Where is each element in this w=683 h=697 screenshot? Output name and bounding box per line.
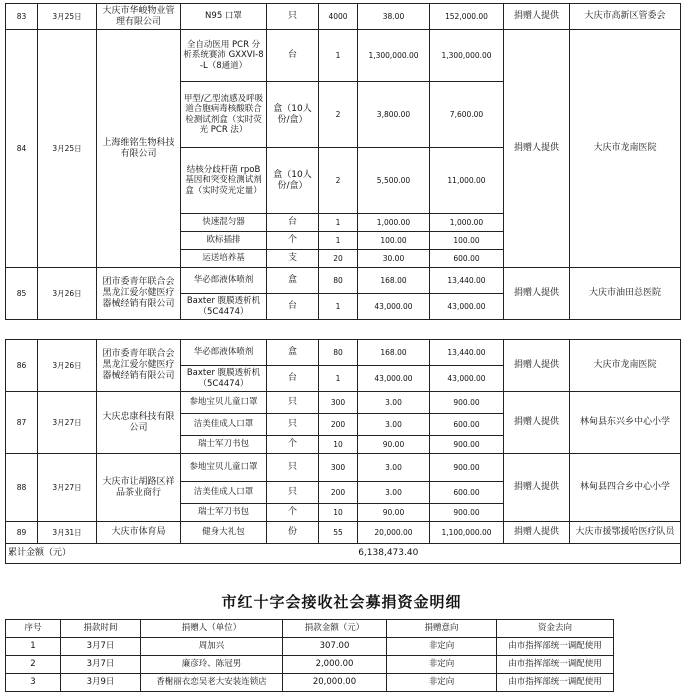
total-label: 累计金额（元） [6, 544, 97, 564]
item-unit-price: 43,000.00 [358, 366, 430, 392]
item-unit-price: 30.00 [358, 250, 430, 268]
item-name: 全自动医用 PCR 分析系统赛沛 GXXVI-8-L（8通道） [181, 30, 267, 82]
column-header: 序号 [6, 620, 61, 638]
cash-section-title: 市红十字会接收社会募捐资金明细 [221, 593, 462, 611]
donor-name: 大庆市华峻物业管理有限公司 [97, 4, 181, 30]
destination: 大庆市龙南医院 [570, 340, 681, 392]
donation-table-top [5, 3, 681, 320]
item-amount: 7,600.00 [430, 82, 504, 148]
donor-name: 上海维铭生物科技有限公司 [97, 30, 181, 268]
entry-number: 89 [6, 522, 38, 544]
item-unit-price: 20,000.00 [358, 522, 430, 544]
donor-name: 大庆市体育局 [97, 522, 181, 544]
cash-cell: 3 [6, 674, 61, 692]
item-unit: 只 [267, 454, 319, 482]
item-name: 洁美佳成人口罩 [181, 414, 267, 436]
item-quantity: 2 [319, 82, 358, 148]
column-header: 捐赠人（单位） [141, 620, 283, 638]
cash-cell: 由市指挥部统一调配使用 [497, 638, 614, 656]
item-name: Baxter 腹膜透析机（5C4474） [181, 366, 267, 392]
item-unit: 台 [267, 30, 319, 82]
cash-row [6, 638, 614, 656]
item-quantity: 300 [319, 454, 358, 482]
item-name: N95 口罩 [181, 4, 267, 30]
total-row [6, 544, 681, 564]
cash-cell: 307.00 [283, 638, 387, 656]
item-amount: 1,000.00 [430, 214, 504, 232]
destination: 大庆市援鄂援哈医疗队员 [570, 522, 681, 544]
item-unit-price: 90.00 [358, 436, 430, 454]
item-unit: 只 [267, 482, 319, 504]
item-unit: 个 [267, 232, 319, 250]
entry-number: 88 [6, 454, 38, 522]
item-unit: 只 [267, 4, 319, 30]
item-quantity: 200 [319, 482, 358, 504]
item-unit-price: 3.00 [358, 392, 430, 414]
item-amount: 900.00 [430, 436, 504, 454]
entry-date: 3月26日 [38, 340, 97, 392]
item-amount: 43,000.00 [430, 294, 504, 320]
item-amount: 13,440.00 [430, 268, 504, 294]
item-amount: 1,300,000.00 [430, 30, 504, 82]
delivery-method: 捐赠人提供 [504, 340, 570, 392]
item-quantity: 1 [319, 366, 358, 392]
item-amount: 900.00 [430, 504, 504, 522]
item-name: 结核分歧杆菌 rpoB 基因和突变检测试剂盒（实时荧光定量） [181, 148, 267, 214]
item-name: 华必郎液体喷剂 [181, 268, 267, 294]
item-unit: 盒（10人份/盒） [267, 82, 319, 148]
entry-number: 86 [6, 340, 38, 392]
item-unit-price: 3,800.00 [358, 82, 430, 148]
item-quantity: 2 [319, 148, 358, 214]
item-quantity: 80 [319, 340, 358, 366]
item-name: 参地宝贝儿童口罩 [181, 392, 267, 414]
cash-donation-table [5, 619, 614, 692]
item-quantity: 1 [319, 294, 358, 320]
donation-row [6, 268, 681, 294]
cash-cell: 2 [6, 656, 61, 674]
cash-cell: 非定向 [387, 674, 497, 692]
item-unit-price: 3.00 [358, 482, 430, 504]
donation-row [6, 392, 681, 414]
item-amount: 900.00 [430, 392, 504, 414]
item-amount: 600.00 [430, 482, 504, 504]
column-header: 捐款金额（元） [283, 620, 387, 638]
cash-cell: 3月9日 [61, 674, 141, 692]
cash-cell: 3月7日 [61, 656, 141, 674]
cash-cell: 3月7日 [61, 638, 141, 656]
item-name: 运送培养基 [181, 250, 267, 268]
item-quantity: 80 [319, 268, 358, 294]
item-quantity: 4000 [319, 4, 358, 30]
item-name: Baxter 腹膜透析机（5C4474） [181, 294, 267, 320]
entry-date: 3月25日 [38, 30, 97, 268]
item-unit: 盒 [267, 340, 319, 366]
donation-row [6, 340, 681, 366]
cash-cell: 香榭丽衣恋吴老大安装连锁店 [141, 674, 283, 692]
entry-number: 87 [6, 392, 38, 454]
item-unit: 台 [267, 214, 319, 232]
item-unit: 个 [267, 504, 319, 522]
item-unit: 盒 [267, 268, 319, 294]
item-name: 瑞士军刀书包 [181, 504, 267, 522]
item-quantity: 300 [319, 392, 358, 414]
donation-row [6, 522, 681, 544]
destination: 大庆市油田总医院 [570, 268, 681, 320]
item-name: 参地宝贝儿童口罩 [181, 454, 267, 482]
entry-number: 83 [6, 4, 38, 30]
cash-cell: 非定向 [387, 656, 497, 674]
item-unit-price: 43,000.00 [358, 294, 430, 320]
item-amount: 900.00 [430, 454, 504, 482]
item-quantity: 55 [319, 522, 358, 544]
item-unit: 台 [267, 366, 319, 392]
cash-row [6, 674, 614, 692]
item-name: 华必郎液体喷剂 [181, 340, 267, 366]
item-unit: 个 [267, 436, 319, 454]
entry-date: 3月27日 [38, 392, 97, 454]
cash-cell: 周加兴 [141, 638, 283, 656]
destination: 大庆市龙南医院 [570, 30, 681, 268]
item-name: 甲型/乙型流感及呼吸道合胞病毒核酸联合检测试剂盒（实时荧光 PCR 法） [181, 82, 267, 148]
column-header: 捐赠意向 [387, 620, 497, 638]
item-unit-price: 90.00 [358, 504, 430, 522]
item-unit: 份 [267, 522, 319, 544]
cash-header-row [6, 620, 614, 638]
item-quantity: 20 [319, 250, 358, 268]
item-amount: 152,000.00 [430, 4, 504, 30]
donation-table-bottom [5, 339, 681, 564]
donation-row [6, 4, 681, 30]
donation-row [6, 30, 681, 82]
destination: 林甸县四合乡中心小学 [570, 454, 681, 522]
cash-cell: 非定向 [387, 638, 497, 656]
entry-date: 3月25日 [38, 4, 97, 30]
delivery-method: 捐赠人提供 [504, 522, 570, 544]
item-amount: 1,100,000.00 [430, 522, 504, 544]
item-amount: 11,000.00 [430, 148, 504, 214]
item-unit-price: 3.00 [358, 454, 430, 482]
entry-date: 3月26日 [38, 268, 97, 320]
item-amount: 600.00 [430, 250, 504, 268]
delivery-method: 捐赠人提供 [504, 30, 570, 268]
column-header: 捐款时间 [61, 620, 141, 638]
item-unit-price: 168.00 [358, 340, 430, 366]
item-unit-price: 5,500.00 [358, 148, 430, 214]
cash-cell: 由市指挥部统一调配使用 [497, 656, 614, 674]
cash-cell: 20,000.00 [283, 674, 387, 692]
donation-row [6, 454, 681, 482]
donor-name: 团市委青年联合会 黑龙江爱尔健医疗器械经销有限公司 [97, 340, 181, 392]
item-amount: 13,440.00 [430, 340, 504, 366]
delivery-method: 捐赠人提供 [504, 454, 570, 522]
item-name: 快速混匀器 [181, 214, 267, 232]
item-name: 瑞士军刀书包 [181, 436, 267, 454]
item-unit: 只 [267, 392, 319, 414]
item-unit-price: 168.00 [358, 268, 430, 294]
delivery-method: 捐赠人提供 [504, 268, 570, 320]
entry-date: 3月31日 [38, 522, 97, 544]
item-quantity: 1 [319, 30, 358, 82]
item-name: 洁美佳成人口罩 [181, 482, 267, 504]
entry-date: 3月27日 [38, 454, 97, 522]
item-unit: 盒（10人份/盒） [267, 148, 319, 214]
item-unit: 只 [267, 414, 319, 436]
delivery-method: 捐赠人提供 [504, 392, 570, 454]
item-quantity: 10 [319, 504, 358, 522]
column-header: 资金去向 [497, 620, 614, 638]
total-value: 6,138,473.40 [97, 544, 681, 564]
cash-cell: 2,000.00 [283, 656, 387, 674]
cash-row [6, 656, 614, 674]
entry-number: 85 [6, 268, 38, 320]
item-amount: 600.00 [430, 414, 504, 436]
item-quantity: 1 [319, 214, 358, 232]
item-unit-price: 100.00 [358, 232, 430, 250]
donor-name: 大庆市让胡路区祥品茶业商行 [97, 454, 181, 522]
donor-name: 团市委青年联合会 黑龙江爱尔健医疗器械经销有限公司 [97, 268, 181, 320]
donor-name: 大庆忠康科技有限公司 [97, 392, 181, 454]
item-name: 欧标插排 [181, 232, 267, 250]
item-unit-price: 1,300,000.00 [358, 30, 430, 82]
item-unit-price: 38.00 [358, 4, 430, 30]
cash-cell: 由市指挥部统一调配使用 [497, 674, 614, 692]
item-name: 健身大礼包 [181, 522, 267, 544]
cash-cell: 廉彦玲、陈冠男 [141, 656, 283, 674]
entry-number: 84 [6, 30, 38, 268]
item-unit: 支 [267, 250, 319, 268]
item-amount: 43,000.00 [430, 366, 504, 392]
destination: 林甸县东兴乡中心小学 [570, 392, 681, 454]
item-quantity: 200 [319, 414, 358, 436]
cash-cell: 1 [6, 638, 61, 656]
item-amount: 100.00 [430, 232, 504, 250]
item-unit-price: 1,000.00 [358, 214, 430, 232]
item-unit: 台 [267, 294, 319, 320]
destination: 大庆市高新区管委会 [570, 4, 681, 30]
item-quantity: 1 [319, 232, 358, 250]
item-unit-price: 3.00 [358, 414, 430, 436]
delivery-method: 捐赠人提供 [504, 4, 570, 30]
item-quantity: 10 [319, 436, 358, 454]
